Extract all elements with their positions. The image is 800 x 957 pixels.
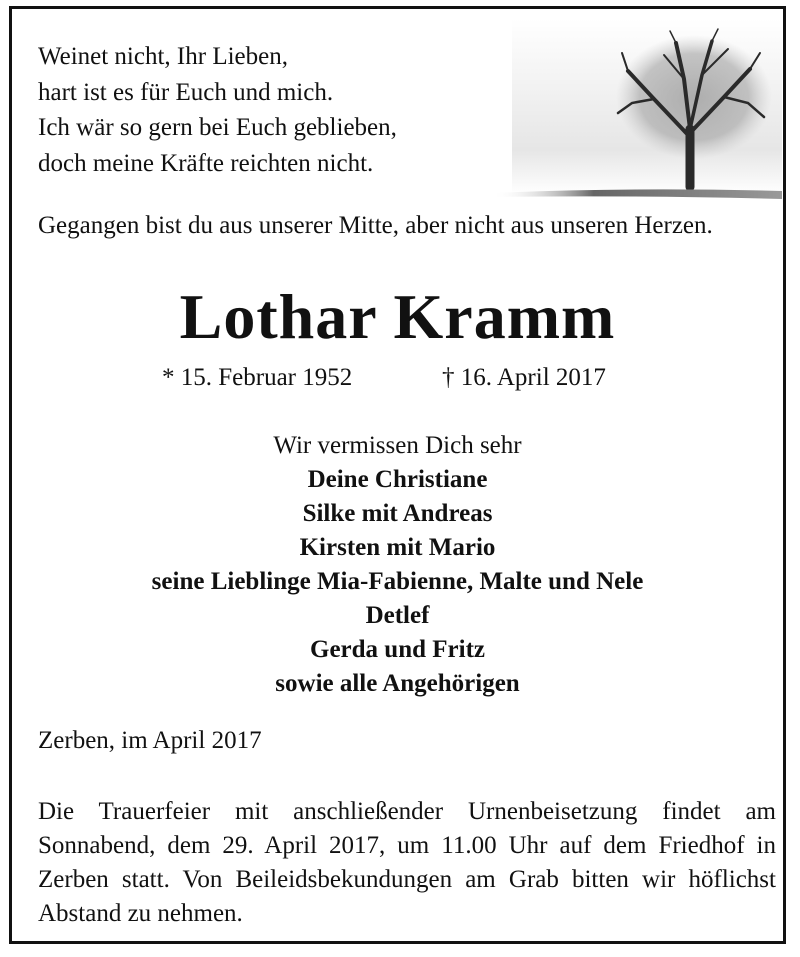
deceased-name: Lothar Kramm <box>179 281 616 352</box>
poem-line-2: hart ist es für Euch und mich. <box>38 78 334 106</box>
poem-line-1: Weinet nicht, Ihr Lieben, <box>38 43 288 70</box>
mourner-name: Silke mit Andreas <box>302 500 493 527</box>
mourners-intro: Wir vermissen Dich sehr <box>273 432 522 459</box>
death-date: † 16. April 2017 <box>442 364 606 391</box>
funeral-info: Die Trauerfeier mit anschließender Urnenbeisetzung findet am Sonnabend, dem 29. April 2017, um 11.00 Uhr auf dem Friedhof in Zerben statt. Von Beileidsbekundungen am Grab bitten wir höflichst Abstand zu nehmen. <box>38 798 776 927</box>
poem-line-3: Ich wär so gern bei Euch geblieben, <box>38 114 397 141</box>
tree-icon <box>432 19 782 209</box>
poem <box>38 39 397 181</box>
mourner-name: Deine Christiane <box>307 466 488 493</box>
mourner-name: Kirsten mit Mario <box>299 534 496 561</box>
birth-date: * 15. Februar 1952 <box>162 364 353 391</box>
mourner-name: sowie alle Angehörigen <box>275 670 520 697</box>
mourner-name: Detlef <box>365 602 430 629</box>
intro-text: Gegangen bist du aus unserer Mitte, aber nicht aus unseren Herzen. <box>38 212 713 239</box>
place-date: Zerben, im April 2017 <box>38 727 262 754</box>
mourners-block <box>12 429 783 701</box>
obituary-notice <box>9 6 786 944</box>
mourner-name: seine Lieblinge Mia-Fabienne, Malte und Nele <box>151 568 644 595</box>
poem-line-4: doch meine Kräfte reichten nicht. <box>38 149 374 177</box>
mourner-name: Gerda und Fritz <box>310 636 485 663</box>
